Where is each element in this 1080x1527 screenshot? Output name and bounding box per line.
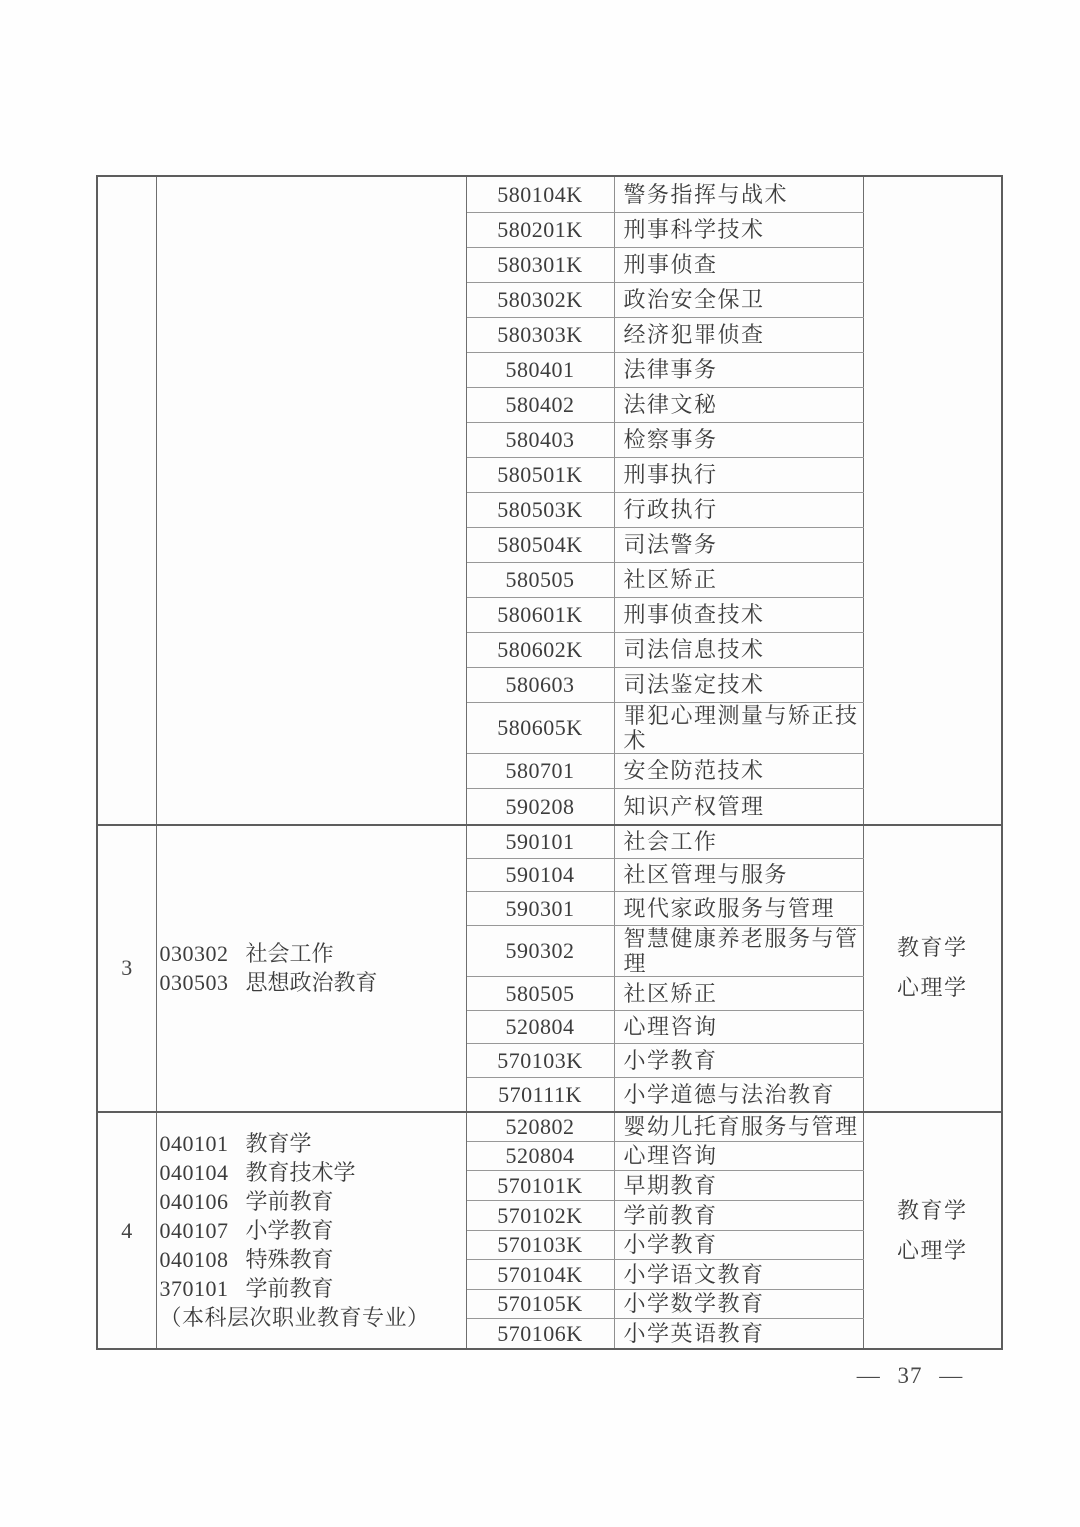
major-code-cell: 580303K [466, 317, 614, 352]
major-name-cell: 小学教育 [614, 1044, 863, 1078]
major-name-cell: 政治安全保卫 [614, 282, 863, 317]
undergrad-major-code: 030503 [159, 970, 229, 996]
undergrad-major-line [160, 1187, 462, 1216]
major-code-cell: 590208 [466, 789, 614, 824]
major-code-cell: 520802 [466, 1112, 614, 1142]
major-code-cell: 580602K [466, 632, 614, 667]
major-name-cell: 法律事务 [614, 352, 863, 387]
undergrad-majors-cell [156, 177, 466, 824]
major-code-cell: 580403 [466, 422, 614, 457]
major-code-cell: 570106K [466, 1319, 614, 1349]
undergrad-major-code: 040108 [159, 1247, 229, 1273]
undergrad-major-name: 学前教育 [245, 1276, 334, 1302]
major-code-cell: 580701 [466, 754, 614, 789]
undergrad-major-code: 040101 [159, 1131, 229, 1157]
major-code-cell: 590104 [466, 858, 614, 892]
page-number: — 37 — [856, 1363, 964, 1388]
undergrad-major-line [160, 939, 462, 968]
major-name-cell: 智慧健康养老服务与管理 [614, 925, 863, 977]
undergrad-major-name: （本科层次职业教育专业） [159, 1305, 430, 1331]
undergrad-major-line [160, 1158, 462, 1187]
major-name-cell: 刑事侦查技术 [614, 597, 863, 632]
major-name-cell: 社会工作 [614, 825, 863, 859]
undergrad-major-name: 特殊教育 [245, 1247, 334, 1273]
major-name-cell: 心理咨询 [614, 1141, 863, 1171]
exam-subjects-cell [863, 1112, 1001, 1349]
major-name-cell: 司法警务 [614, 527, 863, 562]
major-name-cell: 社区矫正 [614, 977, 863, 1011]
major-code-cell: 590301 [466, 892, 614, 926]
undergrad-major-code: 040107 [159, 1218, 229, 1244]
section-table [98, 177, 1001, 824]
major-code-cell: 580505 [466, 562, 614, 597]
undergrad-major-name: 教育技术学 [245, 1160, 356, 1186]
major-name-cell: 司法鉴定技术 [614, 667, 863, 702]
major-code-cell: 580402 [466, 387, 614, 422]
major-name-cell: 行政执行 [614, 492, 863, 527]
major-code-cell: 580603 [466, 667, 614, 702]
major-name-cell: 经济犯罪侦查 [614, 317, 863, 352]
section-table [98, 824, 1001, 1111]
undergrad-majors-cell [156, 1112, 466, 1349]
major-code-cell: 580501K [466, 457, 614, 492]
major-code-cell: 580401 [466, 352, 614, 387]
majors-table [96, 175, 1003, 1350]
exam-subject: 心理学 [896, 1237, 968, 1263]
major-code-cell: 520804 [466, 1010, 614, 1044]
major-code-cell: 570101K [466, 1171, 614, 1201]
major-code-cell: 580201K [466, 212, 614, 247]
major-code-cell: 580505 [466, 977, 614, 1011]
major-code-cell: 580302K [466, 282, 614, 317]
major-code-cell: 580301K [466, 247, 614, 282]
major-name-cell: 社区管理与服务 [614, 858, 863, 892]
undergrad-major-code: 030302 [159, 941, 229, 967]
major-name-cell: 心理咨询 [614, 1010, 863, 1044]
major-name-cell: 婴幼儿托育服务与管理 [614, 1112, 863, 1142]
major-code-cell: 580601K [466, 597, 614, 632]
exam-subjects-cell [863, 177, 1001, 824]
table-row [98, 1112, 1001, 1142]
undergrad-major-name: 小学教育 [245, 1218, 334, 1244]
undergrad-majors-cell [156, 825, 466, 1111]
table-row [98, 825, 1001, 859]
undergrad-major-line [160, 1274, 462, 1303]
major-name-cell: 知识产权管理 [614, 789, 863, 824]
major-name-cell: 小学语文教育 [614, 1260, 863, 1290]
undergrad-major-code: 040106 [159, 1189, 229, 1215]
major-name-cell: 罪犯心理测量与矫正技术 [614, 702, 863, 754]
serial-cell: 4 [98, 1112, 156, 1349]
undergrad-major-line [160, 1303, 462, 1332]
major-name-cell: 早期教育 [614, 1171, 863, 1201]
major-name-cell: 刑事科学技术 [614, 212, 863, 247]
major-name-cell: 刑事侦查 [614, 247, 863, 282]
major-code-cell: 590302 [466, 925, 614, 977]
exam-subject: 心理学 [896, 975, 968, 1001]
section-table [98, 1111, 1001, 1349]
undergrad-major-name: 思想政治教育 [245, 970, 378, 996]
undergrad-major-name: 学前教育 [245, 1189, 334, 1215]
major-name-cell: 刑事执行 [614, 457, 863, 492]
exam-subject: 教育学 [896, 1197, 968, 1223]
major-name-cell: 法律文秘 [614, 387, 863, 422]
major-code-cell: 570103K [466, 1230, 614, 1260]
major-code-cell: 580503K [466, 492, 614, 527]
undergrad-major-code: 370101 [159, 1276, 229, 1302]
major-code-cell: 590101 [466, 825, 614, 859]
major-code-cell: 580504K [466, 527, 614, 562]
undergrad-major-name: 社会工作 [245, 941, 334, 967]
major-name-cell: 警务指挥与战术 [614, 177, 863, 212]
major-code-cell: 580104K [466, 177, 614, 212]
undergrad-major-code: 040104 [159, 1160, 229, 1186]
major-code-cell: 570102K [466, 1200, 614, 1230]
major-name-cell: 安全防范技术 [614, 754, 863, 789]
major-name-cell: 小学教育 [614, 1230, 863, 1260]
undergrad-major-line [160, 1129, 462, 1158]
major-name-cell: 小学道德与法治教育 [614, 1077, 863, 1111]
undergrad-major-line [160, 1245, 462, 1274]
undergrad-major-line [160, 1216, 462, 1245]
serial-cell [98, 177, 156, 824]
serial-cell: 3 [98, 825, 156, 1111]
major-name-cell: 现代家政服务与管理 [614, 892, 863, 926]
major-name-cell: 小学数学教育 [614, 1289, 863, 1319]
major-name-cell: 社区矫正 [614, 562, 863, 597]
major-code-cell: 580605K [466, 702, 614, 754]
undergrad-major-name: 教育学 [245, 1131, 312, 1157]
major-code-cell: 520804 [466, 1141, 614, 1171]
major-name-cell: 学前教育 [614, 1200, 863, 1230]
table-row [98, 177, 1001, 212]
major-code-cell: 570111K [466, 1077, 614, 1111]
exam-subject: 教育学 [896, 935, 968, 961]
major-name-cell: 小学英语教育 [614, 1319, 863, 1349]
major-code-cell: 570105K [466, 1289, 614, 1319]
exam-subjects-cell [863, 825, 1001, 1111]
undergrad-major-line [160, 968, 462, 997]
major-name-cell: 司法信息技术 [614, 632, 863, 667]
major-code-cell: 570103K [466, 1044, 614, 1078]
major-code-cell: 570104K [466, 1260, 614, 1290]
major-name-cell: 检察事务 [614, 422, 863, 457]
